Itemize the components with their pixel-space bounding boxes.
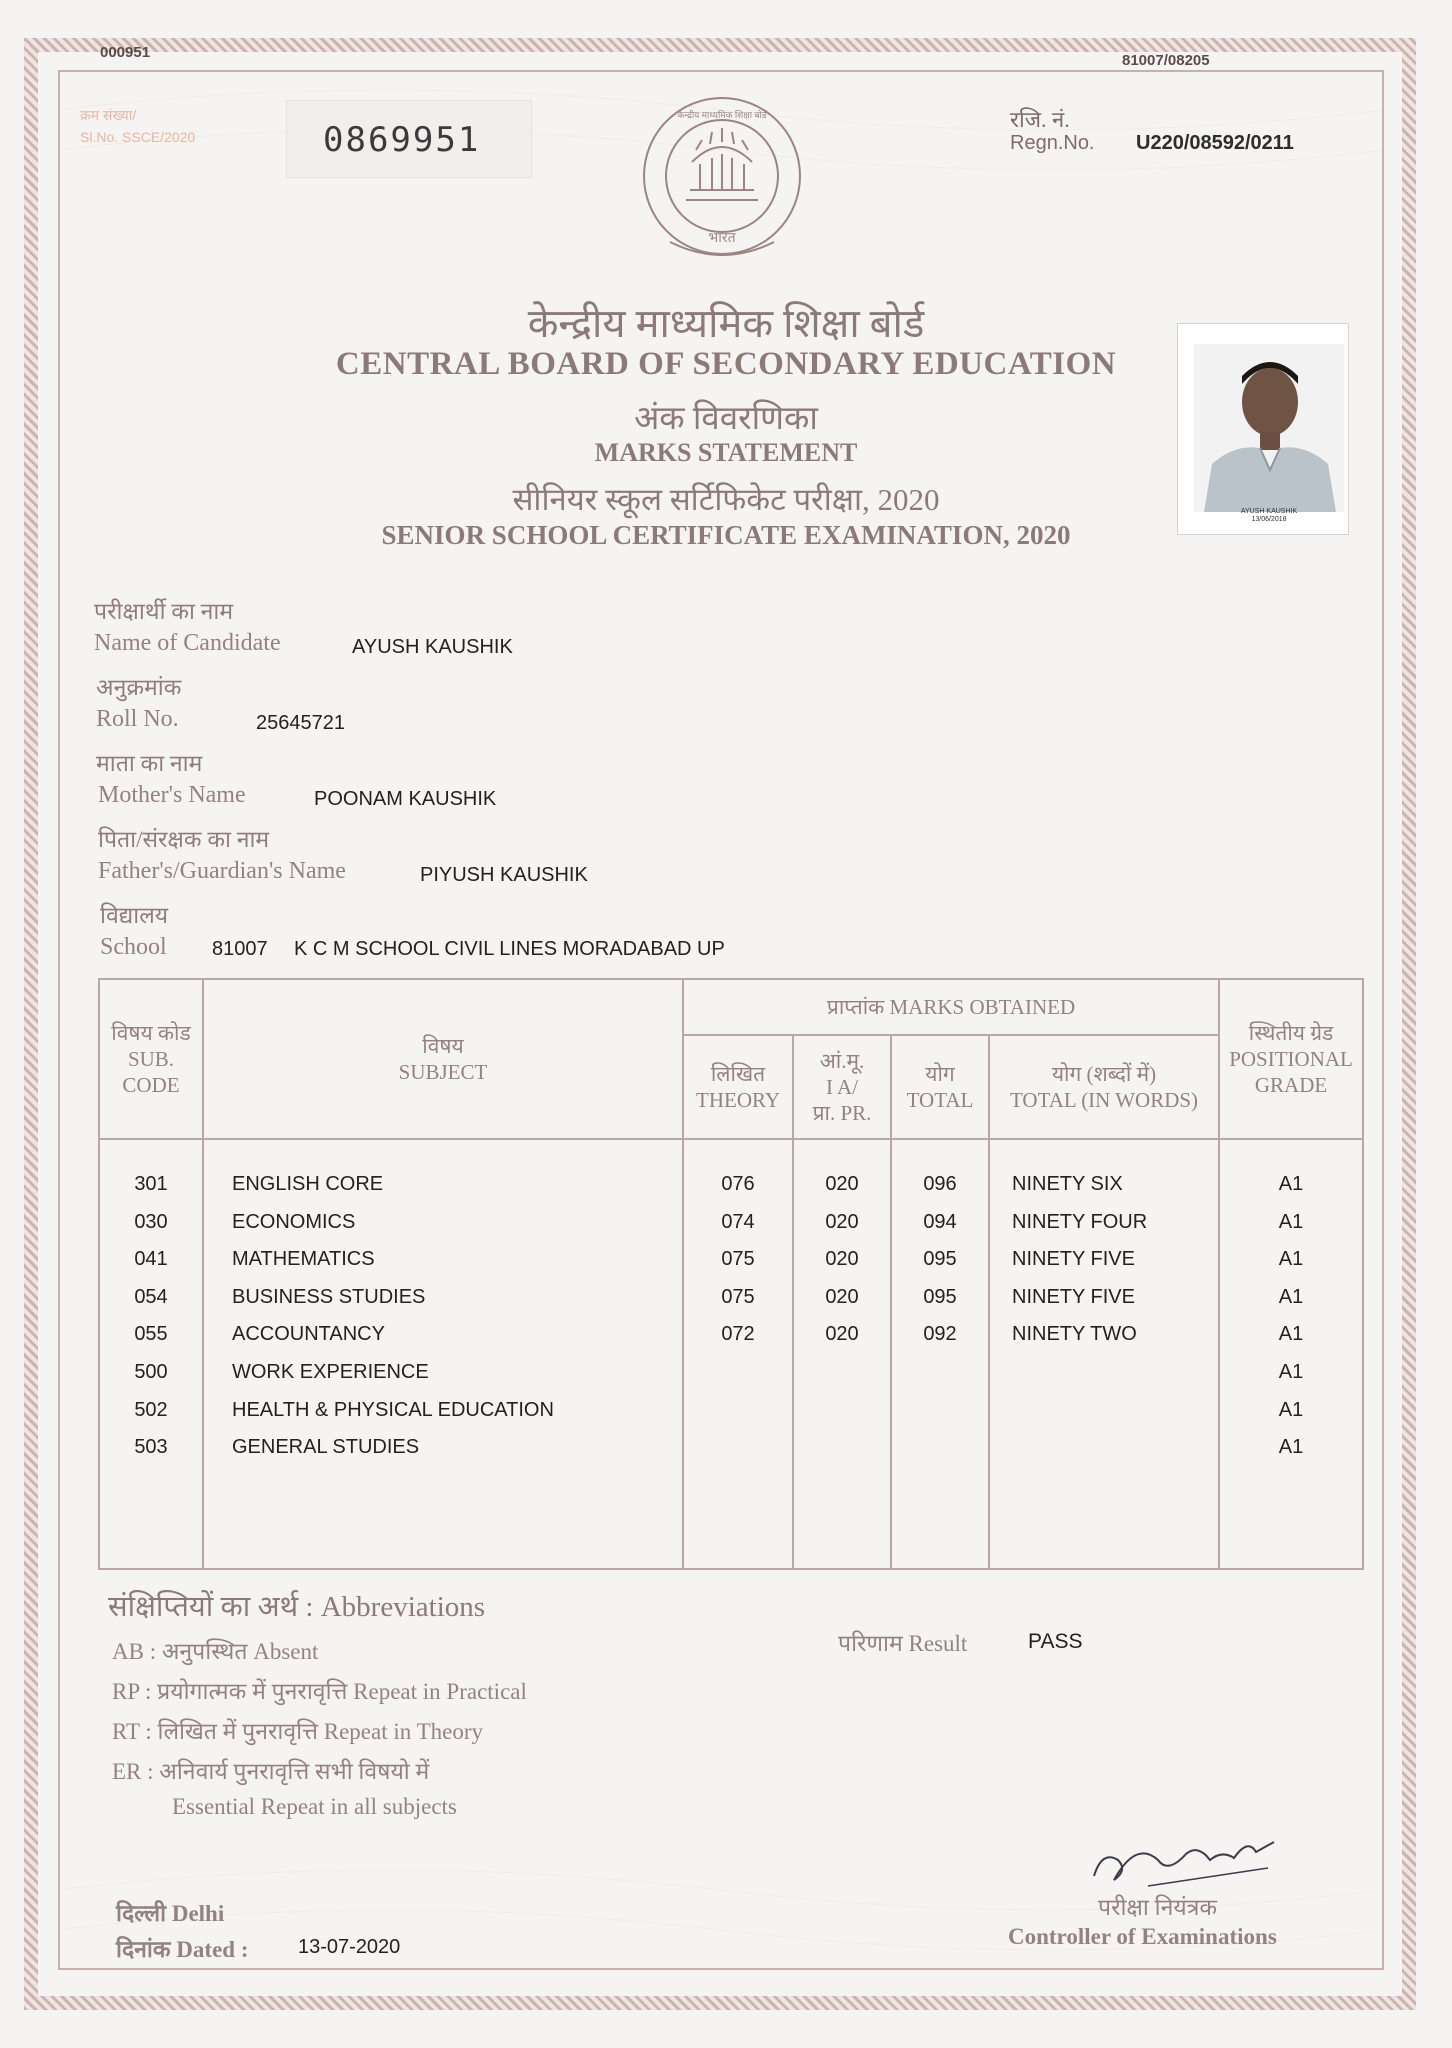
header-sub-code	[99, 979, 203, 1139]
regn-number: U220/08592/0211	[1136, 132, 1294, 154]
father-label-hindi: पिता/संरक्षक का नाम	[98, 827, 270, 852]
header-code-hindi: विषय कोड	[111, 1021, 191, 1045]
grade: A1	[1278, 1436, 1304, 1459]
theory-marks-column	[683, 1139, 793, 1569]
subject-name: ACCOUNTANCY	[232, 1323, 385, 1346]
theory-mark: 075	[721, 1285, 755, 1308]
serial-number-right: 81007/08205	[1122, 52, 1210, 69]
subject-name: GENERAL STUDIES	[232, 1436, 420, 1459]
abbr-absent: AB : अनुपस्थित Absent	[112, 1639, 319, 1664]
subject-name: ECONOMICS	[232, 1210, 356, 1233]
abbreviations-title: संक्षिप्तियों का अर्थ : Abbreviations	[108, 1591, 486, 1623]
header-subject	[203, 979, 683, 1139]
dated-label: दिनांक Dated :	[116, 1937, 249, 1962]
abbr-essential-repeat-en: Essential Repeat in all subjects	[172, 1794, 457, 1819]
total-in-words: NINETY FIVE	[1012, 1248, 1135, 1271]
abbr-essential-repeat: ER : अनिवार्य पुनरावृत्ति सभी विषयो में	[112, 1759, 430, 1784]
faded-serial-label	[80, 104, 195, 148]
regn-label: Regn.No.	[1010, 132, 1095, 154]
header-ia-hindi: आं.मू.	[819, 1049, 865, 1073]
header-positional-grade	[1219, 979, 1363, 1139]
controller-label-hindi: परीक्षा नियंत्रक	[1098, 1895, 1218, 1920]
abbr-repeat-theory: RT : लिखित में पुनरावृत्ति Repeat in Theory	[112, 1719, 483, 1744]
grades-column	[1219, 1139, 1363, 1569]
total-mark: 095	[923, 1285, 957, 1308]
subject-name: WORK EXPERIENCE	[232, 1360, 429, 1383]
header-grade-en1: POSITIONAL	[1229, 1047, 1353, 1071]
subject-code: 503	[134, 1436, 168, 1459]
person-silhouette-icon	[1194, 344, 1344, 512]
candidate-photo	[1194, 344, 1344, 512]
grade: A1	[1278, 1173, 1304, 1195]
subject-code: 502	[134, 1398, 168, 1421]
photo-caption	[1196, 508, 1342, 524]
header-total	[891, 1035, 989, 1139]
header-subject-en: SUBJECT	[398, 1060, 488, 1084]
statement-title-hindi: अंक विवरणिका	[634, 401, 818, 437]
header-ia-pr: प्रा. PR.	[812, 1101, 872, 1125]
roll-label: Roll No.	[96, 706, 179, 732]
total-mark: 092	[923, 1323, 957, 1346]
header-code-en2: CODE	[122, 1073, 180, 1097]
subject-code: 301	[134, 1173, 168, 1195]
board-name-hindi: केन्द्रीय माध्यमिक शिक्षा बोर्ड	[527, 301, 925, 346]
total-mark: 096	[923, 1173, 957, 1195]
header-theory	[683, 1035, 793, 1139]
subject-names-column	[203, 1139, 683, 1569]
header-words-hindi: योग (शब्दों में)	[1051, 1062, 1157, 1086]
ia-mark: 020	[825, 1248, 859, 1271]
subject-code: 030	[134, 1210, 168, 1233]
result-value: PASS	[1028, 1630, 1083, 1653]
total-mark: 094	[923, 1210, 957, 1233]
header-theory-en: THEORY	[696, 1088, 780, 1112]
theory-mark: 075	[721, 1248, 755, 1271]
ia-mark: 020	[825, 1323, 859, 1346]
grade: A1	[1278, 1210, 1304, 1233]
roll-number: 25645721	[256, 712, 345, 734]
roll-label-hindi: अनुक्रमांक	[96, 675, 182, 700]
header-theory-hindi: लिखित	[710, 1062, 766, 1086]
father-name: PIYUSH KAUSHIK	[420, 864, 588, 886]
header-words-en: TOTAL (IN WORDS)	[1009, 1088, 1199, 1112]
grade: A1	[1278, 1248, 1304, 1271]
theory-mark: 074	[721, 1210, 755, 1233]
certificate-number: 0869951	[286, 100, 532, 178]
header-total-in-words	[989, 1035, 1219, 1139]
exam-title-english: SENIOR SCHOOL CERTIFICATE EXAMINATION, 2020	[381, 520, 1071, 550]
controller-label: Controller of Examinations	[1008, 1924, 1277, 1949]
grade: A1	[1278, 1398, 1304, 1421]
result-label: परिणाम Result	[838, 1631, 968, 1656]
father-label: Father's/Guardian's Name	[98, 858, 346, 884]
place-label: दिल्ली Delhi	[116, 1901, 225, 1926]
ia-mark: 020	[825, 1173, 859, 1195]
candidate-name: AYUSH KAUSHIK	[352, 636, 513, 658]
emblem-top-text: केन्द्रीय माध्यमिक शिक्षा बोर्ड	[677, 110, 767, 120]
ia-mark: 020	[825, 1285, 859, 1308]
subject-name: MATHEMATICS	[232, 1248, 375, 1271]
total-in-words: NINETY SIX	[1012, 1173, 1123, 1195]
photo-caption-date: 13/06/2018	[1251, 516, 1287, 523]
serial-number-left: 000951	[100, 44, 151, 61]
school-code: 81007	[212, 938, 268, 960]
exam-title-hindi: सीनियर स्कूल सर्टिफिकेट परीक्षा, 2020	[512, 482, 940, 517]
subject-name: HEALTH & PHYSICAL EDUCATION	[232, 1398, 554, 1421]
name-label: Name of Candidate	[94, 630, 281, 656]
abbr-repeat-practical: RP : प्रयोगात्मक में पुनरावृत्ति Repeat in Practical	[112, 1679, 527, 1704]
marks-table	[98, 978, 1364, 1570]
photo-caption-name: AYUSH KAUSHIK	[1240, 508, 1298, 515]
mother-label: Mother's Name	[98, 782, 246, 808]
header-grade-hindi: स्थितीय ग्रेड	[1248, 1021, 1334, 1045]
statement-title-english: MARKS STATEMENT	[594, 438, 858, 467]
school-label: School	[100, 934, 167, 960]
total-in-words: NINETY FOUR	[1012, 1210, 1148, 1233]
subject-code: 041	[134, 1248, 168, 1271]
subject-code: 500	[134, 1360, 168, 1383]
subject-name: ENGLISH CORE	[232, 1173, 384, 1195]
subject-codes-column	[99, 1139, 203, 1569]
board-name-english: CENTRAL BOARD OF SECONDARY EDUCATION	[335, 346, 1117, 382]
header-subject-hindi: विषय	[422, 1034, 464, 1058]
mother-name: POONAM KAUSHIK	[314, 788, 497, 810]
subject-code: 055	[134, 1323, 168, 1346]
header-internal-assessment	[793, 1035, 891, 1139]
total-words-column	[989, 1139, 1219, 1569]
mother-label-hindi: माता का नाम	[96, 751, 203, 776]
subject-code: 054	[134, 1285, 168, 1308]
grade: A1	[1278, 1285, 1304, 1308]
header-code-en1: SUB.	[127, 1047, 175, 1071]
header-total-en: TOTAL	[906, 1088, 974, 1112]
theory-mark: 076	[721, 1173, 755, 1195]
header-marks-obtained: प्राप्तांक MARKS OBTAINED	[683, 979, 1219, 1035]
header-ia-en: I A/	[825, 1075, 859, 1099]
total-in-words: NINETY TWO	[1012, 1323, 1137, 1346]
ia-mark: 020	[825, 1210, 859, 1233]
faded-label-line1: क्रम संख्या/	[80, 107, 137, 123]
name-label-hindi: परीक्षार्थी का नाम	[94, 599, 234, 624]
school-name: K C M SCHOOL CIVIL LINES MORADABAD UP	[294, 938, 725, 960]
header-total-hindi: योग	[925, 1062, 955, 1086]
grade: A1	[1278, 1360, 1304, 1383]
faded-label-line2: Sl.No. SSCE/2020	[80, 129, 196, 145]
subject-name: BUSINESS STUDIES	[232, 1285, 426, 1308]
cbse-emblem-seal	[630, 92, 814, 276]
theory-mark: 072	[721, 1323, 755, 1346]
ia-marks-column	[793, 1139, 891, 1569]
regn-label-hindi: रजि. नं.	[1010, 107, 1070, 132]
header-grade-en2: GRADE	[1254, 1073, 1328, 1097]
total-mark: 095	[923, 1248, 957, 1271]
school-label-hindi: विद्यालय	[100, 903, 169, 928]
grade: A1	[1278, 1323, 1304, 1346]
total-marks-column	[891, 1139, 989, 1569]
dated-value: 13-07-2020	[298, 1936, 401, 1958]
total-in-words: NINETY FIVE	[1012, 1285, 1135, 1308]
emblem-bottom-text: भारत	[708, 231, 736, 246]
